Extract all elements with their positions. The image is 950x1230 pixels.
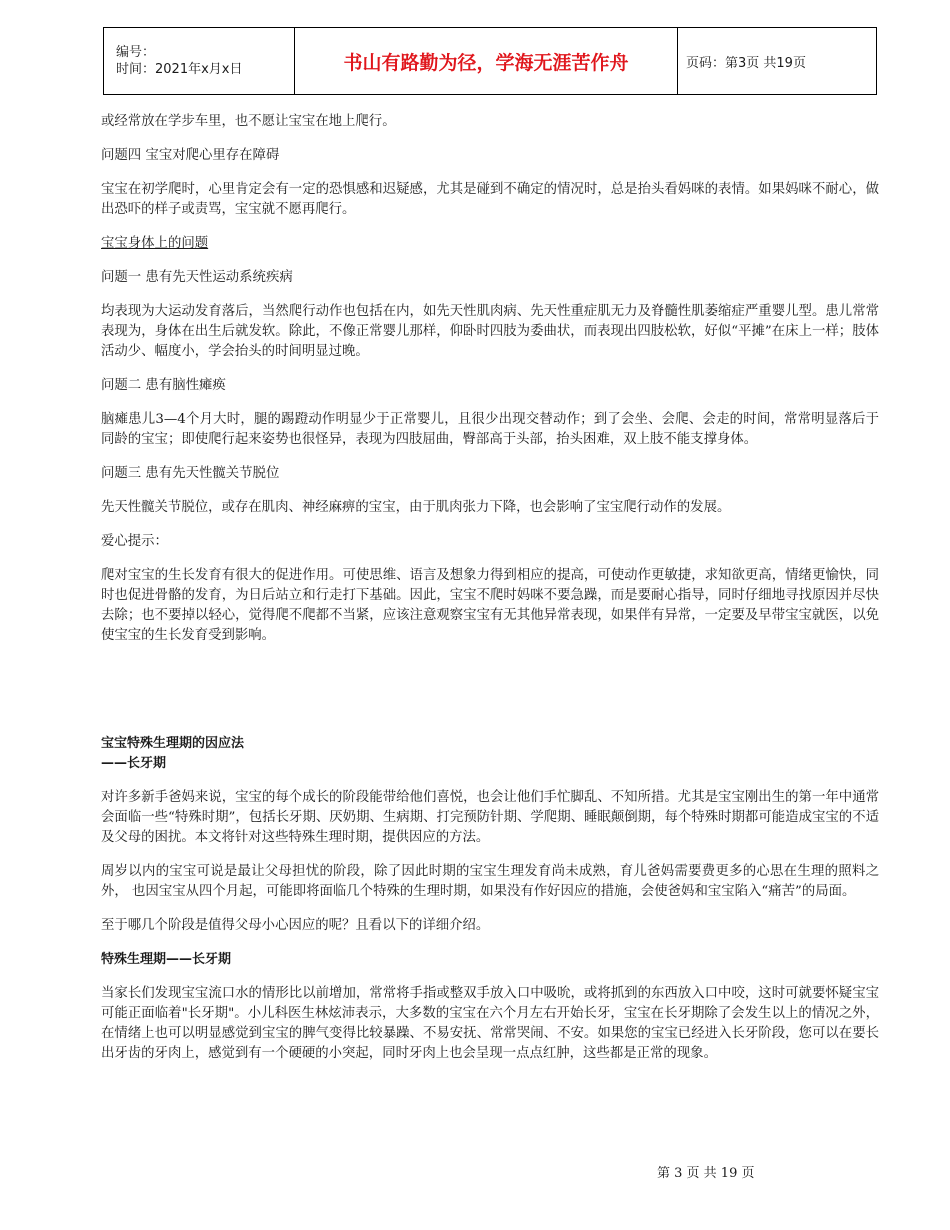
number-label: 编号： bbox=[116, 45, 156, 60]
paragraph: 或经常放在学步车里，也不愿让宝宝在地上爬行。 bbox=[101, 114, 396, 129]
paragraph: 至于哪几个阶段是值得父母小心因应的呢？且看以下的详细介绍。 bbox=[101, 918, 490, 933]
header-info-cell bbox=[104, 28, 295, 95]
problem-heading: 问题四 宝宝对爬心里存在障碍 bbox=[101, 148, 280, 163]
paragraph: 先天性髋关节脱位，或存在肌肉、神经麻痹的宝宝，由于肌肉张力下降，也会影响了宝宝爬行动作的发展。 bbox=[101, 500, 731, 515]
paragraph: 对许多新手爸妈来说，宝宝的每个成长的阶段能带给他们喜悦，也会让他们手忙脚乱、不知所措。尤其是宝宝刚出生的第一年中通常会面临一些“特殊时期”，包括长牙期、厌奶期、生病期、打完预防针期、学爬期、睡眠颠倒期，每个特殊时期都可能造成宝宝的不适及父母的困扰。本文将针对这些特殊生理时期，提供因应的方法。 bbox=[101, 790, 879, 845]
header-table bbox=[103, 27, 877, 95]
motto: 书山有路勤为径，学海无涯苦作舟 bbox=[295, 28, 678, 95]
paragraph: 爬对宝宝的生长发育有很大的促进作用。可使思维、语言及想象力得到相应的提高，可使动作更敏捷，求知欲更高，情绪更愉快，同时也促进骨骼的发育，为日后站立和行走打下基础。因此，宝宝不爬时妈咪不要急躁，而是要耐心指导，同时仔细地寻找原因并尽快去除；也不要掉以轻心，觉得爬不爬都不当紧，应该注意观察宝宝有无其他异常表现，如果伴有异常，一定要及早带宝宝就医，以免使宝宝的生长发育受到影响。 bbox=[101, 568, 879, 643]
paragraph: 均表现为大运动发育落后，当然爬行动作也包括在内，如先天性肌肉病、先天性重症肌无力及脊髓性肌萎缩症严重婴儿型。患儿常常表现为，身体在出生后就发软。除此，不像正常婴儿那样，仰卧时四肢为委曲状，而表现出四肢松软，好似“平摊”在床上一样；肢体活动少、幅度小，学会抬头的时间明显过晚。 bbox=[101, 304, 879, 359]
paragraph: 宝宝在初学爬时，心里肯定会有一定的恐惧感和迟疑感，尤其是碰到不确定的情况时，总是抬头看妈咪的表情。如果妈咪不耐心，做出恐吓的样子或责骂，宝宝就不愿再爬行。 bbox=[101, 182, 879, 217]
document-body bbox=[101, 112, 879, 1078]
page-footer: 第 3 页 共 19 页 bbox=[657, 1166, 755, 1181]
article-title: 宝宝特殊生理期的因应法 bbox=[101, 736, 245, 751]
subheading: 特殊生理期——长牙期 bbox=[101, 952, 232, 967]
problem-heading: 问题一 患有先天性运动系统疾病 bbox=[101, 270, 293, 285]
problem-heading: 问题三 患有先天性髋关节脱位 bbox=[101, 466, 280, 481]
page-label: 页码：第3页 共19页 bbox=[678, 28, 877, 95]
tip-heading: 爱心提示： bbox=[101, 534, 168, 549]
section-heading: 宝宝身体上的问题 bbox=[101, 236, 209, 251]
time-label: 时间：2021年x月x日 bbox=[116, 62, 243, 77]
paragraph: 脑瘫患儿3—4个月大时，腿的踢蹬动作明显少于正常婴儿，且很少出现交替动作；到了会坐、会爬、会走的时间，常常明显落后于同龄的宝宝；即使爬行起来姿势也很怪异，表现为四肢屈曲，臀部高于头部，抬头困难，双上肢不能支撑身体。 bbox=[101, 412, 879, 447]
problem-heading: 问题二 患有脑性瘫痪 bbox=[101, 378, 226, 393]
article-subtitle: ——长牙期 bbox=[101, 756, 167, 771]
paragraph: 周岁以内的宝宝可说是最让父母担忧的阶段，除了因此时期的宝宝生理发育尚未成熟，育儿爸妈需要费更多的心思在生理的照料之外， 也因宝宝从四个月起，可能即将面临几个特殊的生理时期，如果没有作好因应的措施，会使爸妈和宝宝陷入“痛苦”的局面。 bbox=[101, 864, 879, 899]
paragraph: 当家长们发现宝宝流口水的情形比以前增加，常常将手指或整双手放入口中吸吮，或将抓到的东西放入口中咬，这时可就要怀疑宝宝可能正面临着"长牙期"。小儿科医生林炫沛表示，大多数的宝宝在六个月左右开始长牙，宝宝在长牙期除了会发生以上的情况之外，在情绪上也可以明显感觉到宝宝的脾气变得比较暴躁、不易安抚、常常哭闹、不安。如果您的宝宝已经进入长牙阶段，您可以在要长出牙齿的牙肉上，感觉到有一个硬硬的小突起，同时牙肉上也会呈现一点点红肿，这些都是正常的现象。 bbox=[101, 986, 879, 1061]
